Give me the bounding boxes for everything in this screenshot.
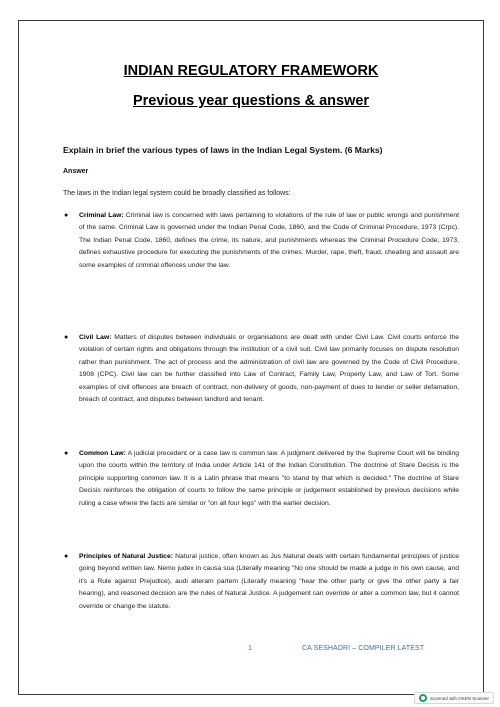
bullet-icon: ● xyxy=(64,553,69,560)
intro-paragraph: The laws in the Indian legal system could be broadly classified as follows: xyxy=(63,190,291,197)
item-term: Principles of Natural Justice: xyxy=(79,553,173,560)
scanner-badge-text: Scanned with OKEN Scanner xyxy=(429,695,489,701)
scanner-logo-icon xyxy=(419,694,427,702)
item-term: Common Law: xyxy=(79,450,126,457)
item-text: A judicial precedent or a case law is common law. A judgment delivered by the Supreme Court will be binding upon the courts within the territory of India under Article 141 of the Indian Constitution. The doctrine of Stare Decisis is the principle supporting common law. It is a Latin phrase that means "to stand by that which is decided." The doctrine of Stare Decisis reinforces the obligation of courts to follow the same principle or judgement established by previous decisions while ruling a case where the facts are similar or "on all four legs" with the earlier decision. xyxy=(79,450,459,507)
item-text: Criminal law is concerned with laws pertaining to violations of the rule of law or public wrongs and punishment of the same. Criminal Law is governed under the Indian Penal Code, 1860, and the Code of Criminal Procedure, 1973 (Crpc). The Indian Penal Code, 1860, defines the crime, its nature, and punishments whereas the Criminal Procedure Code, 1973, defines exhaustive procedure for executing the punishments of the crimes. Murder, rape, theft, fraud, cheating and assault are some examples of criminal offences under the law. xyxy=(79,212,459,269)
list-item-natural-justice xyxy=(64,551,459,613)
list-item-common-law xyxy=(64,448,459,510)
bullet-icon: ● xyxy=(64,334,69,341)
document-subtitle: Previous year questions & answer xyxy=(132,93,370,109)
item-term: Criminal Law: xyxy=(79,212,124,219)
bullet-icon: ● xyxy=(64,212,69,219)
bullet-icon: ● xyxy=(64,450,69,457)
list-item-civil-law xyxy=(64,332,460,406)
item-text: Natural justice, often known as Jus Natural deals with certain fundamental principles of justice going beyond written law. Nemo judex in causa sua (Literally meaning "No one should be made a judge in his own cause, and it's a Rule against Prejudice), audi alteram partem (Literally meaning "hear the other party or give the other party a fair hearing), and reasoned decision are the rules of Natural Justice. A judgement can override or alter a common law, but it cannot override or change the statute. xyxy=(79,553,459,610)
item-text: Matters of disputes between individuals or organisations are dealt with under Civil Law. Civil courts enforce the violation of certain rights and obligations through the institution of a civil suit. Civil law primarily focuses on dispute resolution rather than punishment. The act of process and the administration of civil law are governed by the Code of Civil Procedure, 1908 (CPC). Civil law can be further classified into Law of Contract, Family Law, Property Law, and Law of Tort. Some examples of civil offences are breach of contract, non-delivery of goods, non-payment of dues to lender or seller defamation, breach of contract, and disputes between landlord and tenant. xyxy=(79,334,460,404)
document-page xyxy=(18,20,484,695)
answer-label: Answer xyxy=(63,168,89,175)
footer-text: CA SESHADRI – COMPILER LATEST xyxy=(302,645,425,652)
page-number: 1 xyxy=(248,645,252,652)
document-title: INDIAN REGULATORY FRAMEWORK xyxy=(123,63,379,79)
question-heading: Explain in brief the various types of laws in the Indian Legal System. (6 Marks) xyxy=(63,145,383,155)
scanner-badge xyxy=(414,692,494,704)
list-item-criminal-law xyxy=(64,210,459,272)
item-term: Civil Law: xyxy=(79,334,112,341)
